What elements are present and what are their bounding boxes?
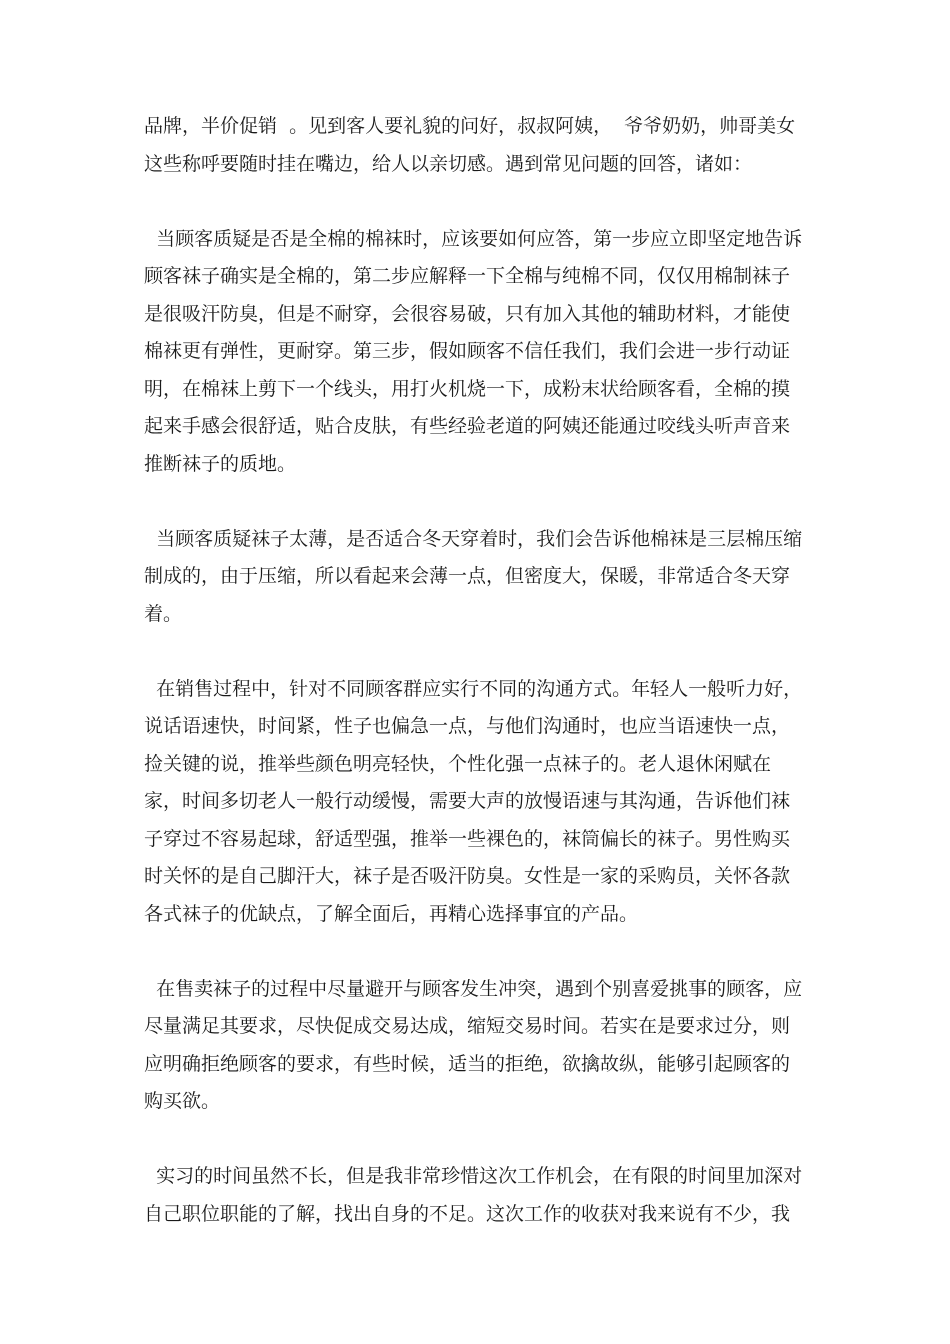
paragraph-intro: 品牌，半价促销 。见到客人要礼貌的问好，叔叔阿姨， 爷爷奶奶，帅哥美女这些称呼要随时挂在嘴边，给人以亲切感。遇到常见问题的回答，诸如： [144,115,796,175]
paragraph-cotton-question: 当顾客质疑是否是全棉的棉袜时，应该要如何应答，第一步应立即坚定地告诉顾客袜子确实是全棉的，第二步应解释一下全棉与纯棉不同，仅仅用棉制袜子是很吸汗防臭，但是不耐穿，会很容易破，只有加入其他的辅助材料，才能使棉袜更有弹性，更耐穿。第三步，假如顾客不信任我们，我们会进一步行动证明，在棉袜上剪下一个线头，用打火机烧一下，成粉末状给顾客看，全棉的摸起来手感会很舒适，贴合皮肤，有些经验老道的阿姨还能通过咬线头听声音来推断袜子的质地。 [144,227,803,475]
paragraph-internship: 实习的时间虽然不长，但是我非常珍惜这次工作机会，在有限的时间里加深对自己职位职能的了解，找出自身的不足。这次工作的收获对我来说有不少，我 [144,1165,803,1225]
paragraph-customer-groups: 在销售过程中，针对不同顾客群应实行不同的沟通方式。年轻人一般听力好，说话语速快，时间紧，性子也偏急一点，与他们沟通时，也应当语速快一点，捡关键的说，推举些颜色明亮轻快，个性化强一点袜子的。老人退休闲赋在家，时间多切老人一般行动缓慢，需要大声的放慢语速与其沟通，告诉他们袜子穿过不容易起球，舒适型强，推举一些裸色的，袜筒偏长的袜子。男性购买时关怀的是自己脚汗大，袜子是否吸汗防臭。女性是一家的采购员，关怀各款各式袜子的优缺点，了解全面后，再精心选择事宜的产品。 [144,677,803,925]
paragraph-thin-socks: 当顾客质疑袜子太薄，是否适合冬天穿着时，我们会告诉他棉袜是三层棉压缩制成的，由于压缩，所以看起来会薄一点，但密度大，保暖，非常适合冬天穿着。 [144,527,803,625]
document-page [144,108,804,1271]
paragraph-avoid-conflict: 在售卖袜子的过程中尽量避开与顾客发生冲突，遇到个别喜爱挑事的顾客，应尽量满足其要求，尽快促成交易达成，缩短交易时间。若实在是要求过分，则应明确拒绝顾客的要求，有些时候，适当的拒绝，欲擒故纵，能够引起顾客的购买欲。 [144,977,803,1112]
